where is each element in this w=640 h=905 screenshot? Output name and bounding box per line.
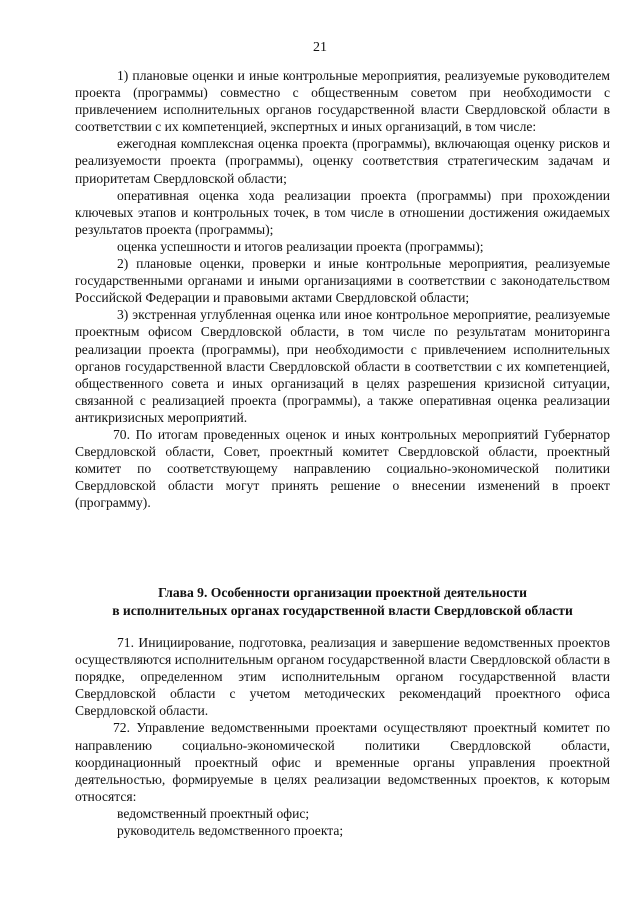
paragraph-operational-assessment: оперативная оценка хода реализации проекта (программы) при прохождении ключевых этапов и контрольных точек, в том числе в отношении достижения ожидаемых результатов проекта (программы); bbox=[75, 187, 610, 237]
paragraph-71: 71. Инициирование, подготовка, реализация и завершение ведомственных проектов осуществляются исполнительным органом государственной власти Свердловской области в порядке, определенном этим исполнительным органом государственной власти Свердловской области с учетом методических рекомендаций проектного офиса Свердловской области. bbox=[75, 635, 610, 719]
paragraph-annual-assessment: ежегодная комплексная оценка проекта (программы), включающая оценку рисков и реализуемости проекта (программы), оценку соответствия стратегическим задачам и приоритетам Свердловской области; bbox=[75, 136, 610, 186]
paragraph-item-1: 1) плановые оценки и иные контрольные мероприятия, реализуемые руководителем проекта (программы) совместно с общественным советом при необходимости с привлечением исполнительных органов государственной власти Свердловской области в соответствии с их компетенцией, экспертных и иных организаций, в том числе: bbox=[75, 68, 610, 135]
page-number: 21 bbox=[313, 40, 327, 55]
list-item-project-head: руководитель ведомственного проекта; bbox=[117, 823, 344, 839]
paragraph-70: 70. По итогам проведенных оценок и иных контрольных мероприятий Губернатор Свердловской области, Совет, проектный комитет Свердловской области, проектный комитет по соответствующему направлению социально-экономической политики Свердловской области могут принять решение о внесении изменений в проект (программу). bbox=[75, 426, 610, 511]
list-item-project-office: ведомственный проектный офис; bbox=[117, 805, 310, 821]
section-evaluation-measures bbox=[75, 67, 610, 511]
paragraph-item-3: 3) экстренная углубленная оценка или иное контрольное мероприятие, реализуемые проектным офисом Свердловской области, в том числе по результатам мониторинга реализации проекта (программы), при необходимости с привлечением исполнительных органов государственной власти Свердловской области в соответствии с их компетенцией, общественного совета и иных организаций в целях разрешения кризисной ситуации, связанной с реализацией проекта (программы), а также оперативная оценка реализации антикризисных мероприятий. bbox=[75, 307, 610, 425]
chapter-heading-line-1: Глава 9. Особенности организации проектной деятельности bbox=[158, 585, 527, 600]
paragraph-success-assessment: оценка успешности и итогов реализации проекта (программы); bbox=[117, 238, 484, 254]
paragraph-item-2: 2) плановые оценки, проверки и иные контрольные мероприятия, реализуемые государственными органами и иными организациями в соответствии с законодательством Российской Федерации и правовыми актами Свердловской области; bbox=[75, 256, 610, 306]
section-departmental-projects bbox=[75, 634, 610, 839]
paragraph-72: 72. Управление ведомственными проектами осуществляют проектный комитет по направлению социально-экономической политики Свердловской области, координационный проектный офис и временные органы управления проектной деятельностью, формируемые в целях реализации ведомственных проектов, к которым относятся: bbox=[75, 720, 610, 804]
chapter-heading-line-2: в исполнительных органах государственной власти Свердловской области bbox=[112, 603, 573, 618]
chapter-heading bbox=[75, 584, 610, 620]
